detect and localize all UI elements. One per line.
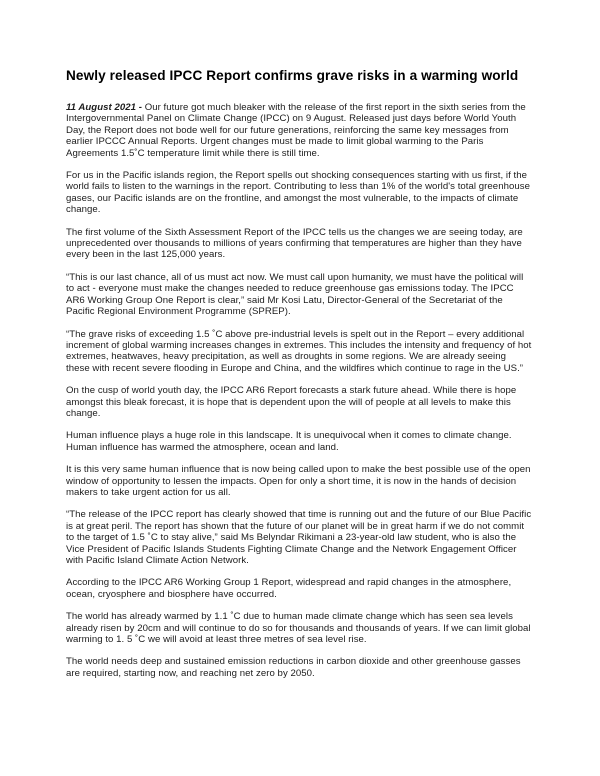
paragraph: According to the IPCC AR6 Working Group 1 Report, widespread and rapid changes in the atmosphere, ocean, cryosphere and biosphere have occurred. [66, 577, 512, 600]
paragraph: “The release of the IPCC report has clearly showed that time is running out and the future of our Blue Pacific is at great peril. The report has shown that the future of our planet will be in great harm if we do not commit to the target of 1.5 ˚C to stay alive,” said Ms Belyndar Rikimani a 23-year-old law student, who is also the Vice President of Pacific Islands Students Fighting Climate Change and the Network Engagement Officer with Pacific Island Climate Action Network. [66, 509, 532, 566]
paragraph: “The grave risks of exceeding 1.5 ˚C above pre-industrial levels is spelt out in the Report – every additional increment of global warming increases changes in extremes. This includes the intensity and frequency of hot extremes, heatwaves, heavy precipitation, as well as droughts in some regions. We are already seeing these with recent severe flooding in Europe and China, and the wildfires which continue to rage in the US.” [66, 328, 532, 374]
article-title: Newly released IPCC Report confirms grave risks in a warming world [66, 68, 519, 83]
paragraph: Human influence plays a huge role in this landscape. It is unequivocal when it comes to climate change. Human influence has warmed the atmosphere, ocean and land. [66, 430, 512, 453]
article-body [66, 102, 532, 679]
paragraph-text: Our future got much bleaker with the release of the first report in the sixth series from the Intergovernmental Panel on Climate Change (IPCC) on 9 August. Released just days before World Youth Day, the Report does not bode well for our future generations, reinforcing the same key messages from earlier IPCCC Annual Reports. Urgent changes must be made to limit global warming to the Paris Agreements 1.5˚C temperature limit while there is still time. [66, 102, 526, 159]
paragraph: The world has already warmed by 1.1 ˚C due to human made climate change which has seen sea levels already risen by 20cm and will continue to do so for thousands and thousands of years. If we can limit global warming to 1. 5 ˚C we will avoid at least three metres of sea level rise. [66, 611, 531, 646]
paragraph-dateline [66, 102, 532, 159]
paragraph: It is this very same human influence that is now being called upon to make the best possible use of the open window of opportunity to lessen the impacts. Open for only a short time, it is now in the hands of decision makers to take urgent action for us all. [66, 464, 531, 498]
dateline: 11 August 2021 - [66, 102, 142, 113]
paragraph: For us in the Pacific islands region, the Report spells out shocking consequences starting with us first, if the world fails to listen to the warnings in the report. Contributing to less than 1% of the world's total greenhouse gases, our Pacific islands are on the frontline, and amongst the most vulnerable, to the impacts of climate change. [66, 170, 530, 216]
paragraph: The first volume of the Sixth Assessment Report of the IPCC tells us the changes we are seeing today, are unprecedented over thousands to millions of years confirming that temperatures are higher than they have every been in the last 125,000 years. [66, 226, 523, 261]
paragraph: On the cusp of world youth day, the IPCC AR6 Report forecasts a stark future ahead. While there is hope amongst this bleak forecast, it is hope that is dependent upon the will of people at all levels to make this change. [66, 385, 517, 419]
paragraph: “This is our last chance, all of us must act now. We must call upon humanity, we must have the political will to act - everyone must make the changes needed to reduce greenhouse gas emissions today. The IPCC AR6 Working Group One Report is clear,” said Mr Kosi Latu, Director-General of the Secretariat of the Pacific Regional Environment Programme (SPREP). [66, 271, 524, 318]
paragraph: The world needs deep and sustained emission reductions in carbon dioxide and other greenhouse gasses are required, starting now, and reaching net zero by 2050. [66, 656, 521, 679]
